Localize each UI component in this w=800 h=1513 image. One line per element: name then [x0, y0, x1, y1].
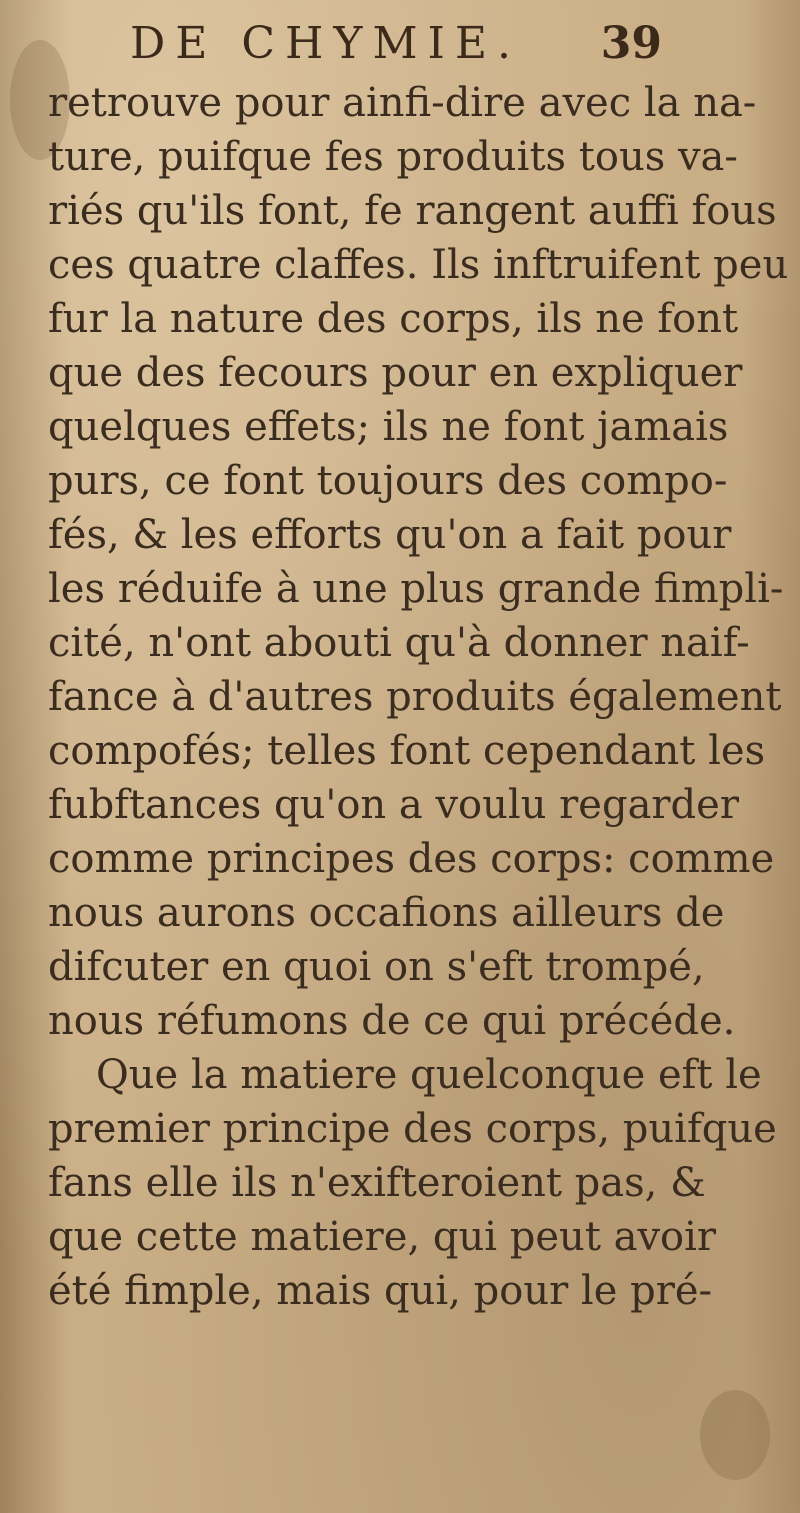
text-line: fés, & les efforts qu'on a fait pour [48, 512, 732, 558]
text-line: nous aurons occafions ailleurs de [48, 890, 725, 936]
text-line: purs, ce font toujours des compo- [48, 458, 728, 504]
text-line: comme principes des corps: comme [48, 836, 775, 882]
text-line: que cette matiere, qui peut avoir [48, 1214, 717, 1260]
text-line: compofés; telles font cependant les [48, 728, 766, 774]
text-line: Que la matiere quelconque eft le [96, 1052, 762, 1098]
text-line: cité, n'ont abouti qu'à donner naif- [48, 620, 750, 666]
text-line: retrouve pour ainfi-dire avec la na- [48, 80, 757, 126]
running-head: DE CHYMIE. [130, 17, 522, 69]
text-line: premier principe des corps, puifque [48, 1106, 777, 1152]
text-line: quelques effets; ils ne font jamais [48, 404, 729, 450]
text-line: ces quatre claffes. Ils inftruifent peu [48, 242, 789, 288]
text-line: que des fecours pour en expliquer [48, 350, 743, 396]
text-line: difcuter en quoi on s'eft trompé, [48, 944, 705, 990]
page-number: 39 [600, 18, 662, 69]
text-line: été fimple, mais qui, pour le pré- [48, 1268, 713, 1314]
text-line: ture, puifque fes produits tous va- [48, 134, 738, 180]
text-line: fubftances qu'on a voulu regarder [48, 782, 739, 828]
text-line: nous réfumons de ce qui précéde. [48, 998, 736, 1044]
text-line: les réduife à une plus grande fimpli- [48, 566, 784, 612]
text-line: fans elle ils n'exifteroient pas, & [48, 1160, 706, 1206]
text-line: fance à d'autres produits également [48, 674, 782, 720]
text-line: fur la nature des corps, ils ne font [48, 296, 739, 342]
text-line: riés qu'ils font, fe rangent auffi fous [48, 188, 777, 234]
